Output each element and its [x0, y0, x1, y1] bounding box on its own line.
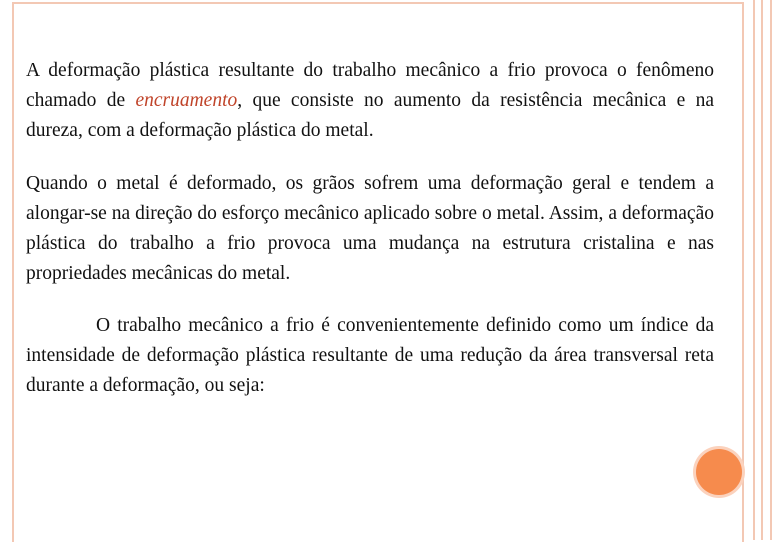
paragraph-definition: O trabalho mecânico a frio é convenientemente definido como um índice da intensidade de deformação plástica resultante de uma redução da área transversal reta durante a deformação, ou seja: — [26, 315, 714, 396]
paragraph-encruamento — [26, 56, 714, 146]
paragraph-text: , que consiste no aumento da resistência mecânica e na dureza, com a deformação plástica do metal. — [26, 90, 714, 141]
slide-content — [26, 56, 714, 401]
decorative-rule — [753, 0, 755, 540]
highlighted-term: encruamento — [135, 90, 238, 111]
paragraph-deformation: Quando o metal é deformado, os grãos sofrem uma deformação geral e tendem a alongar-se na direção do esforço mecânico aplicado sobre o metal. Assim, a deformação plástica do trabalho a frio provoca uma mudança na estrutura cristalina e nas propriedades mecânicas do metal. — [26, 173, 714, 284]
paragraph-text: A deformação plástica resultante do trabalho mecânico a frio provoca o fenômeno chamado de — [26, 60, 714, 111]
decorative-circle — [696, 449, 742, 495]
decorative-rule — [770, 0, 772, 540]
decorative-rule — [761, 0, 763, 540]
